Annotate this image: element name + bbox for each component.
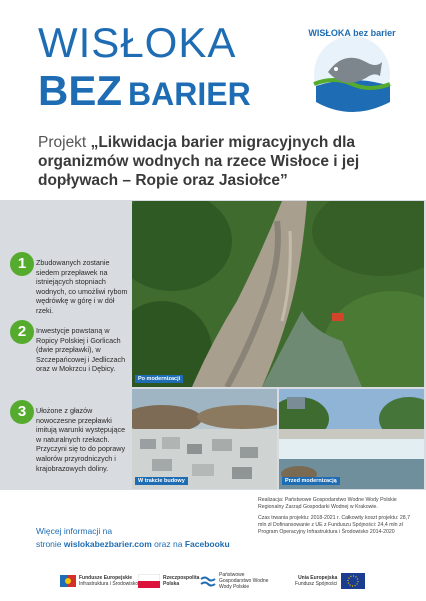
project-prefix: Projekt [38, 134, 91, 151]
point-number: 2 [10, 320, 34, 344]
point-text: Zbudowanych zostanie siedem przepławek na istniejących stopniach wodnych, co umożliwi rybom wędrówkę w górę i w dół rzeki. [36, 258, 128, 315]
point-text: Inwestycje powstaną w Ropicy Polskiej i Gorlicach (dwie przepławki), w Szczepańcowej i Jedliczach oraz w Mokrzcu i Dębicy. [36, 326, 126, 374]
ue-title: Unia Europejska [298, 575, 338, 581]
photo-during-construction [132, 389, 277, 489]
more-prefix: stronie [36, 539, 64, 549]
photo-caption: Przed modernizacją [282, 477, 340, 485]
fe-title: Fundusze Europejskie [79, 575, 133, 581]
eu-flag-icon [341, 573, 365, 589]
more-middle: oraz na [151, 539, 185, 549]
title-bez: BEZ [38, 67, 122, 114]
project-name: „Likwidacja barier migracyjnych dla organizmów wodnych na rzece Wisłoce i jej dopływach – Ropie oraz Jasiołce” [38, 134, 360, 189]
logo-fundusze [60, 568, 138, 594]
title-barier: BARIER [128, 76, 251, 112]
photo-caption: Po modernizacji [135, 375, 183, 383]
more-line2 [36, 538, 296, 551]
point-text: Ułożone z głazów nowoczesne przepławki imitują warunki występujące w naturalnych rzekach. Przyczyni się to do poprawy walorów przyrodniczych i krajobrazowych doliny. [36, 406, 126, 473]
logo-text: WISŁOKA bez barier [308, 28, 396, 38]
photo-caption: W trakcie budowy [135, 477, 188, 485]
fe-sub: Infrastruktura i Środowisko [79, 581, 139, 587]
footer-logos [0, 560, 426, 601]
facebook-link[interactable]: Facebooku [184, 539, 230, 549]
fish-logo [304, 22, 400, 118]
point-number: 3 [10, 400, 34, 424]
title-line2 [38, 67, 251, 114]
website-link[interactable]: wislokabezbarier.com [63, 539, 152, 549]
logo-wody-polskie [200, 568, 269, 594]
logo-unia-europejska [295, 568, 365, 594]
more-line1: Więcej informacji na [36, 526, 113, 536]
title-line1: WISŁOKA [38, 19, 237, 66]
polish-flag-icon [138, 574, 160, 588]
fe-icon [60, 573, 76, 589]
rp-name: Rzeczpospolita Polska [163, 575, 200, 587]
info-cost: Czas trwania projektu: 2018-2021 r. Całkowity koszt projektu: 28,7 mln zł Dofinansowanie z UE z Funduszu Spójności: 24,4 mln zł Program Operacyjny Infrastruktura i Środowisko 2014-2020 [258, 515, 410, 535]
photo-before-modernization [279, 389, 424, 489]
photo-after-modernization [132, 201, 424, 387]
info-realization: Realizacja: Państwowe Gospodarstwo Wodne Wody Polskie Regionalny Zarząd Gospodarki Wodnej w Krakowie. [258, 497, 397, 510]
waves-icon [200, 573, 216, 589]
ue-sub: Fundusz Spójności [295, 581, 338, 587]
logo-rzeczpospolita [138, 568, 203, 594]
more-info [36, 525, 296, 551]
wp-name: Państwowe Gospodarstwo Wodne Wody Polskie [219, 572, 269, 590]
point-number: 1 [10, 252, 34, 276]
project-title [38, 133, 408, 190]
